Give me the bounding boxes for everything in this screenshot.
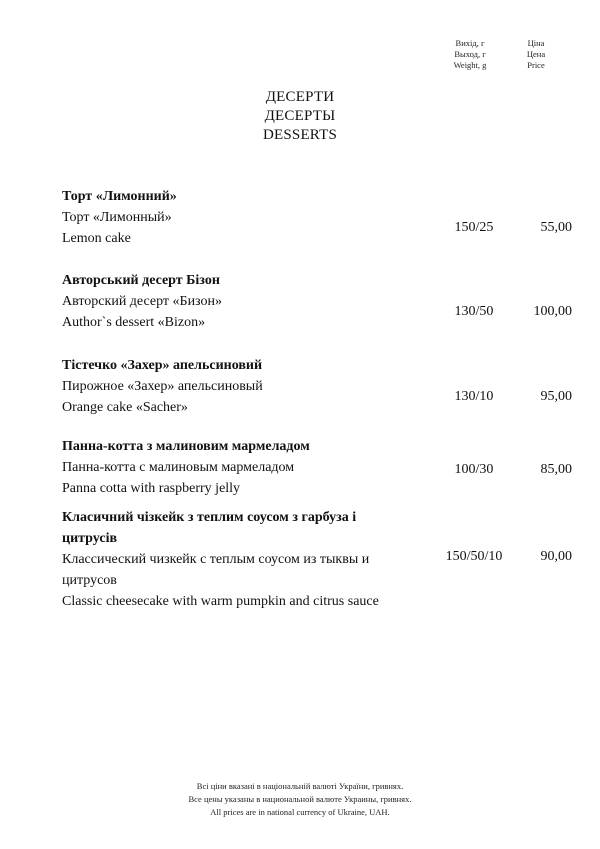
menu-item-panna-cotta	[62, 436, 582, 499]
section-title-en: DESSERTS	[262, 127, 338, 143]
item-name-ru: Пирожное «Захер» апельсиновый	[62, 379, 263, 394]
item-name-ua: Торт «Лимонний»	[62, 189, 177, 204]
item-name-en: Author`s dessert «Bizon»	[62, 315, 206, 330]
item-name-en: Panna cotta with raspberry jelly	[62, 481, 241, 496]
item-name-ua: Панна-котта з малиновим мармеладом	[62, 439, 310, 454]
item-name-ru: Торт «Лимонный»	[62, 210, 172, 225]
item-name-ru: Классический чизкейк с теплым соусом из тыквы и цитрусов	[62, 552, 370, 588]
menu-item-lemon-cake	[62, 186, 582, 249]
section-title	[200, 88, 400, 145]
item-name-ru: Авторский десерт «Бизон»	[62, 294, 222, 309]
price-currency-note	[100, 780, 500, 819]
section-title-ru: ДЕСЕРТЫ	[264, 108, 336, 124]
item-name-ua: Авторський десерт Бізон	[62, 273, 220, 288]
weight-header-ru: Выход, г	[454, 49, 486, 59]
item-name-en: Classic cheesecake with warm pumpkin and citrus sauce	[62, 594, 379, 609]
price-header-ru: Цена	[526, 49, 546, 59]
footer-note-en: All prices are in national currency of Ukraine, UAH.	[210, 807, 390, 817]
section-title-ua: ДЕСЕРТИ	[265, 89, 335, 105]
price-header-ua: Ціна	[527, 38, 545, 48]
item-weight: 130/50	[454, 304, 494, 319]
item-name-ru: Панна-котта с малиновым мармеладом	[62, 460, 295, 475]
weight-header-en: Weight, g	[453, 60, 487, 70]
footer-note-ua: Всі ціни вказані в національній валюті України, гривнях.	[196, 781, 404, 791]
item-price: 90,00	[540, 549, 572, 564]
item-name-ua: Класичний чізкейк з теплим соусом з гарбуза і цитрусів	[62, 510, 357, 546]
item-name-en: Lemon cake	[62, 231, 131, 246]
menu-item-bizon	[62, 270, 582, 333]
item-weight: 130/10	[454, 389, 494, 404]
item-price: 95,00	[540, 389, 572, 404]
item-weight: 150/50/10	[445, 549, 503, 564]
price-header-en: Price	[527, 60, 545, 70]
item-name-ua: Тістечко «Захер» апельсиновий	[62, 358, 263, 373]
footer-note-ru: Все цены указаны в национальной валюте Украины, гривнях.	[188, 794, 412, 804]
menu-item-sacher	[62, 355, 582, 418]
item-price: 100,00	[533, 304, 572, 319]
menu-item-cheesecake	[62, 507, 582, 612]
item-name-en: Orange cake «Sacher»	[62, 400, 188, 415]
item-weight: 100/30	[454, 462, 494, 477]
item-price: 85,00	[540, 462, 572, 477]
weight-header-ua: Вихід, г	[455, 38, 485, 48]
item-price: 55,00	[540, 220, 572, 235]
price-column-header	[496, 38, 576, 71]
item-weight: 150/25	[454, 220, 494, 235]
